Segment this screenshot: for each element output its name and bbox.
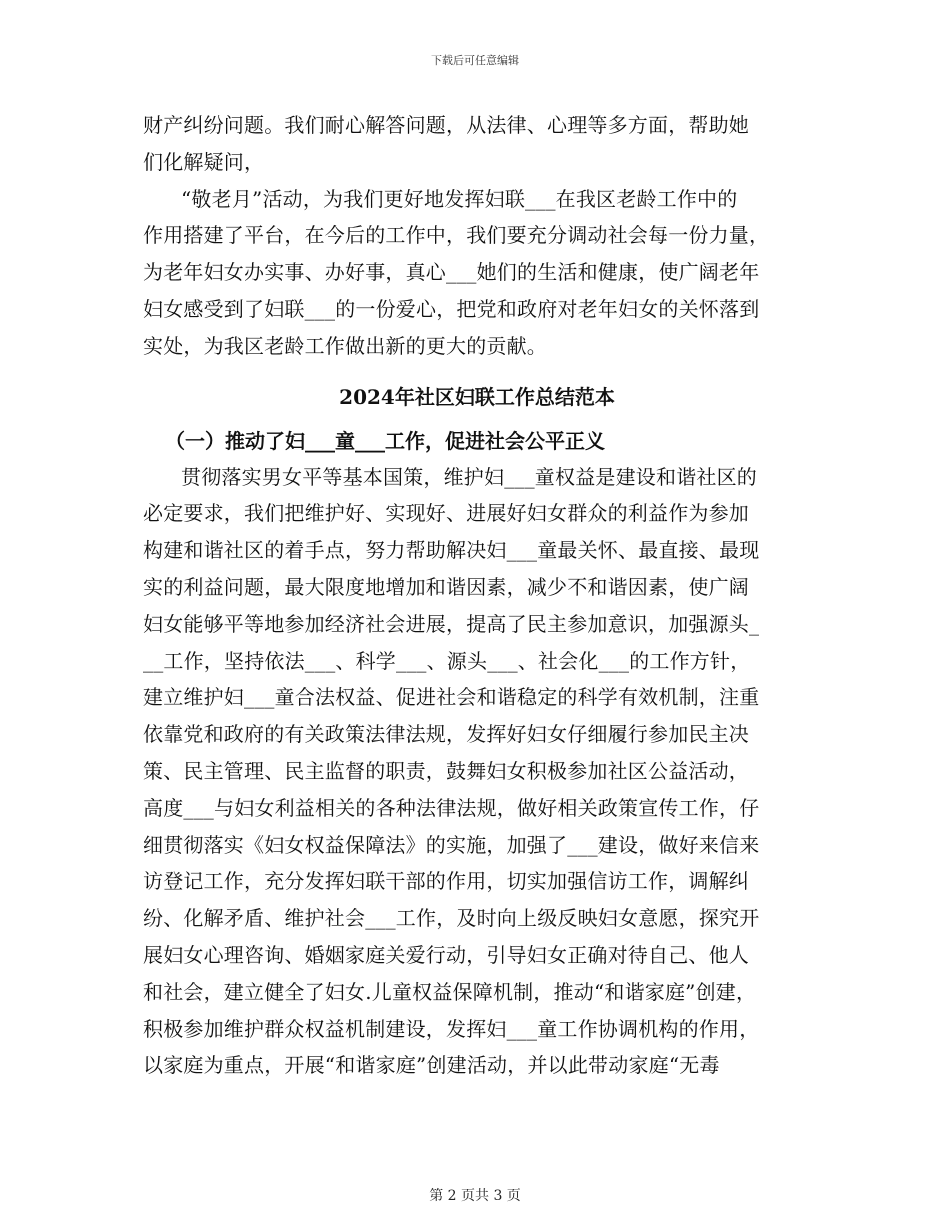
paragraph-line: 纷、化解矛盾、维护社会___工作，及时向上级反映妇女意愿，探究开 xyxy=(143,906,760,931)
paragraph-line: 展妇女心理咨询、婚姻家庭关爱行动，引导妇女正确对待自己、他人 xyxy=(143,942,749,967)
section-heading: （一）推动了妇___童___工作，促进社会公平正义 xyxy=(165,428,605,453)
paragraph-line: 妇女感受到了妇联___的一份爱心，把党和政府对老年妇女的关怀落到 xyxy=(143,296,760,321)
paragraph-line: 高度___与妇女利益相关的各种法律法规，做好相关政策宣传工作，仔 xyxy=(143,795,760,820)
document-body xyxy=(143,107,811,1084)
page-header: 下载后可任意编辑 xyxy=(431,54,519,67)
page-footer: 第 2 页共 3 页 xyxy=(429,1188,521,1204)
paragraph-line: __工作，坚持依法___、科学___、源头___、社会化___的工作方针， xyxy=(143,648,751,673)
paragraph-line: 和社会，建立健全了妇女.儿童权益保障机制，推动“和谐家庭”创建， xyxy=(143,979,757,1004)
paragraph-line: 们化解疑问， xyxy=(143,149,265,174)
paragraph-line: 实处，为我区老龄工作做出新的更大的贡献。 xyxy=(143,333,547,358)
paragraph-line: 妇女能够平等地参加经济社会进展，提高了民主参加意识，加强源头_ xyxy=(143,611,760,636)
paragraph-line: 细贯彻落实《妇女权益保障法》的实施，加强了___建设，做好来信来 xyxy=(143,832,760,857)
paragraph-line: 以家庭为重点，开展“和谐家庭”创建活动，并以此带动家庭“无毒 xyxy=(143,1053,720,1078)
paragraph-line: “敬老月”活动，为我们更好地发挥妇联___在我区老龄工作中的 xyxy=(181,186,738,211)
paragraph-line: 财产纠纷问题。我们耐心解答问题，从法律、心理等多方面，帮助她 xyxy=(143,113,749,137)
paragraph-line: 构建和谐社区的着手点，努力帮助解决妇___童最关怀、最直接、最现 xyxy=(143,538,760,563)
paragraph-line: 为老年妇女办实事、办好事，真心___她们的生活和健康，使广阔老年 xyxy=(143,260,760,285)
paragraph-line: 建立维护妇___童合法权益、促进社会和谐稳定的科学有效机制，注重 xyxy=(143,685,760,710)
section-title: 2024年社区妇联工作总结范本 xyxy=(339,384,615,409)
paragraph-line: 作用搭建了平台，在今后的工作中，我们要充分调动社会每一份力量， xyxy=(143,223,770,248)
paragraph-line: 依靠党和政府的有关政策法律法规，发挥好妇女仔细履行参加民主决 xyxy=(143,722,749,747)
paragraph-line: 实的利益问题，最大限度地增加和谐因素，减少不和谐因素，使广阔 xyxy=(143,574,749,599)
paragraph-line: 贯彻落实男女平等基本国策，维护妇___童权益是建设和谐社区的 xyxy=(181,464,757,489)
paragraph-line: 策、民主管理、民主监督的职责，鼓舞妇女积极参加社区公益活动， xyxy=(143,758,749,783)
paragraph-line: 积极参加维护群众权益机制建设，发挥妇___童工作协调机构的作用， xyxy=(143,1016,760,1041)
paragraph-line: 访登记工作，充分发挥妇联干部的作用，切实加强信访工作，调解纠 xyxy=(143,869,749,894)
paragraph-line: 必定要求，我们把维护好、实现好、进展好妇女群众的利益作为参加 xyxy=(143,501,749,526)
